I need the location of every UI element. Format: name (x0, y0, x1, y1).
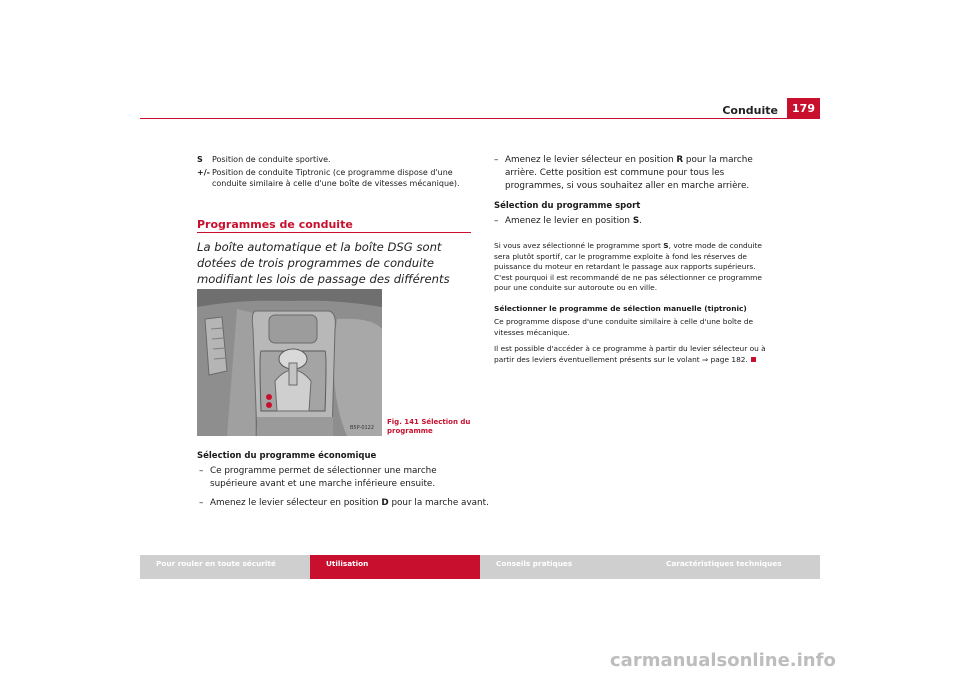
tab-utilisation[interactable]: Utilisation (310, 555, 480, 579)
eco-program-title: Sélection du programme économique (197, 451, 377, 461)
figure-caption: Fig. 141 Sélection du programme (387, 418, 471, 435)
bullet-dash: – (199, 466, 204, 476)
tiptronic-paragraph-2 (494, 344, 770, 365)
sport-program-title: Sélection du programme sport (494, 201, 641, 211)
bullet-dash: – (494, 216, 499, 226)
para-text-pre: Si vous avez sélectionné le programme sport (494, 241, 664, 250)
gear-key-s: S (663, 241, 669, 250)
eco-bullet-2 (199, 497, 489, 512)
bullet-text-pre: Amenez le levier en position (505, 216, 633, 226)
legend-text: Position de conduite sportive. (212, 155, 331, 164)
bullet-dash: – (494, 155, 499, 165)
bullet-text-pre: Amenez le levier sélecteur en position (505, 155, 677, 165)
para-text-post: , votre mode de conduite sera plutôt sportif, car le programme exploite à fond les réserves de puissance du moteur en retardant le passage aux rapports supérieurs. C'est pourquoi il est recommandé de ne pas sélectionner ce programme pour une conduite sur autoroute ou en ville. (494, 241, 762, 293)
bullet-text-post: pour la marche avant. (388, 498, 489, 508)
legend-text: Position de conduite Tiptronic (ce programme dispose d'une conduite similaire à celle d'une boîte de vitesses mécanique). (212, 168, 460, 188)
legend-item-tiptronic (197, 167, 472, 191)
bullet-dash: – (199, 498, 204, 508)
bullet-text (505, 154, 767, 193)
bullet-text-post: . (639, 216, 642, 226)
legend-key: +/- (197, 168, 210, 177)
header-rule (140, 118, 820, 119)
figure-code: B5P-0122 (350, 425, 375, 431)
gear-selector-figure (197, 289, 382, 436)
tiptronic-title: Sélectionner le programme de sélection manuelle (tiptronic) (494, 304, 747, 313)
bullet-text (505, 215, 642, 228)
watermark: carmanualsonline.info (610, 650, 836, 671)
footer-tabs (140, 555, 820, 579)
tiptronic-paragraph-1: Ce programme dispose d'une conduite similaire à celle d'une boîte de vitesses mécanique. (494, 317, 754, 337)
reverse-bullet (494, 154, 774, 196)
tab-caracteristiques[interactable]: Caractéristiques techniques (650, 555, 820, 579)
tab-conseils[interactable]: Conseils pratiques (480, 555, 650, 579)
page-number: 179 (787, 98, 820, 118)
para-text: Il est possible d'accéder à ce programme à partir du levier sélecteur ou à partir des leviers éventuellement présents sur le volant ⇒ page 182. (494, 344, 766, 364)
gear-selector-illustration (197, 289, 382, 436)
section-intro: La boîte automatique et la boîte DSG sont dotées de trois programmes de conduite modifiant les lois de passage des différents (197, 240, 450, 286)
sport-bullet (494, 215, 774, 230)
legend-key: S (197, 155, 203, 164)
gear-key-r: R (676, 155, 684, 165)
section-rule (197, 232, 471, 233)
bullet-text (210, 497, 489, 510)
bullet-text-post: pour la marche arrière. Cette position est commune pour tous les programmes, si vous souhaitez aller en marche arrière. (505, 155, 753, 191)
legend-item-s (197, 154, 472, 166)
tab-securite[interactable]: Pour rouler en toute sécurité (140, 555, 310, 579)
eco-bullet-1 (199, 465, 474, 495)
gear-key-d: D (381, 498, 389, 508)
sport-paragraph (494, 241, 770, 294)
bullet-text: Ce programme permet de sélectionner une marche supérieure avant et une marche inférieure ensuite. (210, 466, 437, 489)
bullet-text-pre: Amenez le levier sélecteur en position (210, 498, 382, 508)
end-marker-icon (751, 357, 756, 362)
gear-key-s: S (632, 216, 640, 226)
section-heading: Programmes de conduite (197, 218, 353, 231)
page-section-title: Conduite (722, 104, 778, 117)
